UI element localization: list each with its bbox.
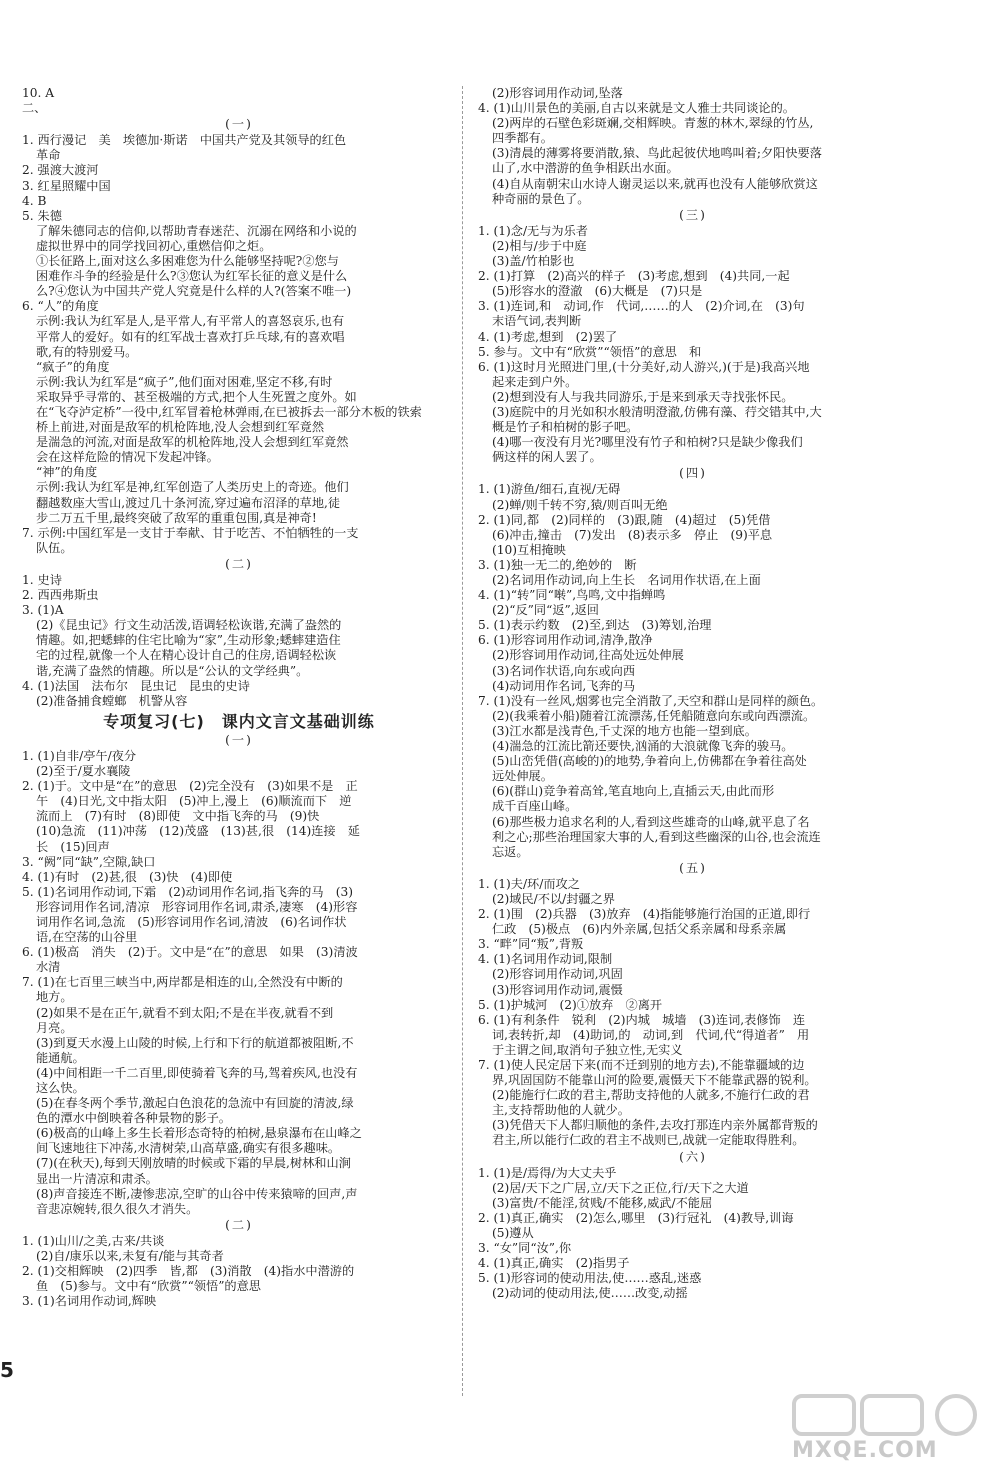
right-column [478, 86, 908, 1385]
left-answer-line: 地方。 [36, 990, 73, 1005]
right-answer-line: 四季都有。 [492, 131, 553, 146]
right-answer-line: 利之心;那些治理国家大事的人,看到这些幽深的山谷,也会流连 [492, 829, 821, 844]
left-answer-line: (8)声音接连不断,凄惨悲凉,空旷的山谷中传来猿啼的回声,声 [36, 1186, 358, 1201]
left-answer-line: ①长征路上,面对这么多困难您为什么能够坚持呢?②您与 [36, 254, 339, 269]
right-answer-line: (5)山峦凭借(高峻的)的地势,争着向上,仿佛都在争着往高处 [492, 754, 807, 769]
right-answer-line: (3)名词作状语,向东或向西 [492, 663, 636, 678]
left-answer-line: 是湍急的河流,对面是敌军的机枪阵地,没人会想到红军竟然 [36, 435, 349, 450]
left-answer-line: 语,在空荡的山谷里 [36, 930, 138, 945]
right-answer-line: (4)动词用作名词,飞奔的马 [492, 678, 636, 693]
right-answer-line: 5. (1)表示约数 (2)至,到达 (3)筹划,治理 [478, 618, 712, 633]
right-answer-line: 7. (1)使人民定居下来(而不迁到别的地方去),不能靠疆域的边 [478, 1058, 805, 1072]
left-answer-line: 4. (1)法国 法布尔 昆虫记 昆虫的史诗 [22, 678, 250, 693]
right-answer-line: 于主谓之间,取消句子独立性,无实义 [492, 1042, 683, 1057]
left-answer-line: (7)(在秋天),每到天刚放晴的时候或下霜的早晨,树林和山涧 [36, 1156, 351, 1171]
left-answer-line: 5. 朱德 [22, 208, 62, 223]
right-answer-line: 6. (1)形容词用作动词,清净,散净 [478, 633, 653, 648]
left-answer-line: 色的潭水中倒映着各种景物的影子。 [36, 1111, 231, 1126]
right-answer-line: 1. (1)游鱼/细石,直视/无碍 [478, 482, 621, 497]
left-answer-line: 了解朱德同志的信仰,以帮助青春迷茫、沉溺在网络和小说的 [36, 223, 357, 238]
right-answer-line: 远处伸展。 [492, 769, 553, 784]
right-answer-line: (3)庭院中的月光如积水般清明澄澈,仿佛有藻、荇交错其中,大 [492, 404, 822, 419]
right-answer-line: 起来走到户外。 [492, 374, 578, 389]
right-answer-line: (2)形容词用作动词,往高处远处伸展 [492, 648, 684, 663]
right-answer-line: (6)(群山)竞争着高耸,笔直地向上,直插云天,由此而形 [492, 784, 775, 799]
right-answer-line: (2)形容词用作动词,巩固 [492, 967, 623, 982]
right-answer-line: 1. (1)夫/环/而攻之 [478, 876, 580, 891]
right-answer-line: 忘返。 [492, 844, 529, 859]
left-answer-line: 1. 史诗 [22, 573, 62, 587]
left-answer-line: 3. (1)名词用作动词,辉映 [22, 1294, 157, 1309]
right-answer-line: 山了,水中潜游的鱼争相跃出水面。 [492, 161, 679, 176]
right-answer-line: 种奇丽的景色了。 [492, 191, 590, 206]
section-number: (三) [679, 207, 707, 222]
right-answer-line: 词,表转折,却 (4)助词,的 动词,到 代词,代“得道者” 用 [492, 1027, 810, 1042]
left-answer-line: 示例:我认为红军是“疯子”,他们面对困难,坚定不移,有时 [36, 374, 333, 389]
right-answer-line: 5. (1)护城河 (2)①放弃 ②离开 [478, 997, 663, 1012]
left-answer-line: 步二万五千里,最终突破了敌军的重重包围,真是神奇! [36, 510, 317, 525]
left-answer-line: (2)如果不是在正午,就看不到太阳;不是在半夜,就看不到 [36, 1005, 334, 1020]
left-column [22, 86, 456, 1385]
right-answer-line: 6. (1)有利条件 锐利 (2)内城 城墙 (3)连词,表修饰 连 [478, 1012, 806, 1027]
section-number: (二) [225, 556, 253, 571]
right-answer-line: 1. (1)念/无与为乐者 [478, 223, 588, 238]
right-answer-line: 2. (1)打算 (2)高兴的样子 (3)考虑,想到 (4)共同,一起 [478, 269, 790, 284]
left-answer-line: 1. (1)山川/之美,古来/共谈 [22, 1233, 165, 1248]
right-answer-line: 末语气词,表判断 [492, 314, 582, 329]
left-answer-line: 7. (1)在七百里三峡当中,两岸都是相连的山,全然没有中断的 [22, 975, 343, 990]
section-number: (一) [225, 732, 253, 747]
right-answer-line: 概是竹子和柏树的影子吧。 [492, 420, 639, 435]
left-answer-line: (5)在春冬两个季节,激起白色浪花的急流中有回旋的清波,绿 [36, 1096, 354, 1111]
right-answer-line: 4. (1)考虑,想到 (2)罢了 [478, 329, 618, 344]
right-answer-line: (2)“反”同“返”,返回 [492, 603, 599, 618]
left-answer-line: 鱼 (5)参与。文中有“欣赏”“领悟”的意思 [36, 1279, 261, 1294]
right-answer-line: 3. “女”同“汝”,你 [478, 1241, 572, 1256]
left-answer-line: 午 (4)日光,文中指太阳 (5)冲上,漫上 (6)顺流而下 逆 [36, 794, 352, 809]
left-answer-line: 月亮。 [36, 1020, 73, 1035]
right-answer-line: 4. (1)真正,确实 (2)指男子 [478, 1256, 630, 1271]
right-answer-line: 2. (1)围 (2)兵器 (3)放弃 (4)指能够施行治国的正道,即行 [478, 907, 811, 922]
left-answer-line: “神”的角度 [36, 465, 98, 480]
left-answer-line: 6. (1)极高 消失 (2)于。文中是“在”的意思 如果 (3)清波 [22, 945, 358, 960]
right-answer-line: (2)想到没有人与我共同游乐,于是来到承天寺找张怀民。 [492, 389, 794, 404]
left-answer-line: 这么快。 [36, 1081, 85, 1095]
right-answer-line: (6)那些极力追求名利的人,看到这些雄奇的山峰,就平息了名 [492, 814, 810, 829]
right-answer-line: (4)湍急的江流比箭还要快,汹涌的大浪就像飞奔的骏马。 [492, 739, 794, 754]
section-heading: 专项复习(七) 课内文言文基础训练 [103, 711, 375, 731]
left-answer-line: 会在这样危险的情况下发起冲锋。 [36, 450, 219, 465]
left-answer-line: 宅的过程,就像一个人在精心设计自己的住房,语调轻松诙 [36, 648, 337, 663]
right-answer-line: 君主,所以能行仁政的君主不战则已,战就一定能取得胜利。 [492, 1133, 805, 1148]
left-answer-line: 困难作斗争的经验是什么?③您认为红军长征的意义是什么 [36, 269, 348, 284]
right-answer-line: (3)凭借天下人都归顺他的条件,去攻打那连内亲外属都背叛的 [492, 1118, 818, 1133]
right-answer-line: (10)互相掩映 [492, 542, 566, 557]
left-answer-line: 2. (1)交相辉映 (2)四季 皆,都 (3)消散 (4)指水中潜游的 [22, 1264, 355, 1279]
right-answer-line: (2)能施行仁政的君主,帮助支持他的人就多,不施行仁政的君 [492, 1088, 810, 1103]
left-answer-line: 长 (15)回声 [36, 839, 110, 854]
left-answer-line: 示例:我认为红军是神,红军创造了人类历史上的奇迹。他们 [36, 480, 349, 495]
left-answer-line: 3. 红星照耀中国 [22, 178, 111, 193]
left-answer-line: (3)到夏天水漫上山陵的时候,上行和下行的航道都被阻断,不 [36, 1035, 354, 1050]
left-answer-line: 音悲凉婉转,很久很久才消失。 [36, 1201, 199, 1216]
watermark-text: MXQE.COM [792, 1438, 938, 1463]
right-answer-line: 7. (1)没有一丝风,烟雾也完全消散了,天空和群山是同样的颜色。 [478, 693, 824, 708]
right-answer-line: 2. (1)真正,确实 (2)怎么,哪里 (3)行冠礼 (4)教导,训诲 [478, 1210, 794, 1225]
right-answer-line: 4. (1)名词用作动词,限制 [478, 952, 613, 967]
left-answer-line: 显出一片清凉和肃杀。 [36, 1171, 158, 1186]
right-answer-line: (5)遵从 [492, 1226, 534, 1241]
right-answer-line: (2)域民/不以/封疆之界 [492, 891, 615, 906]
right-answer-line: 6. (1)这时月光照进门里,(十分美好,动人游兴,)(于是)我高兴地 [478, 359, 810, 374]
right-answer-line: (2)(我乘着小船)随着江流漂荡,任凭船随意向东或向西漂流。 [492, 708, 816, 723]
left-answer-line: 队伍。 [36, 540, 73, 555]
left-answer-line: 谐,充满了盎然的情趣。所以是“公认的文学经典”。 [36, 663, 309, 678]
right-answer-line: 3. (1)独一无二的,绝妙的 断 [478, 557, 637, 572]
left-answer-line: 能通航。 [36, 1050, 85, 1065]
left-answer-line: 采取异乎寻常的、甚至极端的方式,把个人生死置之度外。如 [36, 389, 357, 404]
right-answer-line: (3)形容词用作动词,震慑 [492, 982, 623, 997]
left-answer-line: 流而上 (7)有时 (8)即使 文中指飞奔的马 (9)快 [36, 809, 320, 824]
left-answer-line: 桥上前进,对面是敌军的机枪阵地,没人会想到红军竟然 [36, 420, 325, 435]
left-answer-line: 7. 示例:中国红军是一支甘于奉献、甘于吃苦、不怕牺牲的一支 [22, 525, 359, 540]
left-answer-line: (10)急流 (11)冲荡 (12)茂盛 (13)甚,很 (14)连接 延 [36, 824, 360, 839]
left-answer-line: 虚拟世界中的同学找回初心,重燃信仰之炬。 [36, 238, 272, 253]
section-number: (二) [225, 1217, 253, 1232]
left-answer-line: 在“飞夺泸定桥”一役中,红军冒着枪林弹雨,在已被拆去一部分木板的铁索 [36, 404, 422, 419]
right-answer-line: (4)哪一夜没有月光?哪里没有竹子和柏树?只是缺少像我们 [492, 435, 803, 450]
left-answer-line: 5. (1)名词用作动词,下霜 (2)动词用作名词,指飞奔的马 (3) [22, 884, 353, 899]
left-answer-line: 二、 [22, 101, 47, 116]
left-answer-line: (2)至于/夏水襄陵 [36, 764, 131, 779]
left-answer-line: 1. (1)自非/亭午/夜分 [22, 748, 137, 763]
left-answer-line: 平常人的爱好。如有的红军战士喜欢打乒乓球,有的喜欢唱 [36, 329, 345, 344]
right-answer-line: 俩这样的闲人罢了。 [492, 450, 602, 465]
left-answer-line: 情趣。如,把蟋蟀的住宅比喻为“家”,生动形象;蟋蟀建造住 [36, 633, 341, 648]
left-answer-line: 6. “人”的角度 [22, 299, 99, 314]
left-answer-line: 3. “阙”同“缺”,空隙,缺口 [22, 854, 156, 869]
left-answer-line: 示例:我认为红军是人,是平常人,有平常人的喜怒哀乐,也有 [36, 314, 345, 329]
section-number: (一) [225, 117, 253, 132]
left-answer-line: 翻越数座大雪山,渡过几十条河流,穿过遍布沼泽的草地,徒 [36, 495, 341, 510]
right-answer-line: (2)两岸的石壁色彩斑斓,交相辉映。青葱的林木,翠绿的竹丛, [492, 116, 814, 131]
right-answer-line: (5)形容水的澄澈 (6)大概是 (7)只是 [492, 284, 703, 299]
right-answer-line: 4. (1)山川景色的美丽,自古以来就是文人雅士共同谈论的。 [478, 101, 795, 116]
right-answer-line: 3. (1)连词,和 动词,作 代词,……的人 (2)介词,在 (3)句 [478, 299, 805, 314]
left-answer-line: (6)极高的山峰上多生长着形态奇特的柏树,悬泉瀑布在山峰之 [36, 1126, 362, 1141]
left-answer-line: 词用作名词,急流 (5)形容词用作名词,清波 (6)名词作状 [36, 914, 347, 929]
left-answer-line: 间飞速地往下冲荡,水清树荣,山高草盛,确实有很多趣味。 [36, 1141, 341, 1156]
right-answer-line: (6)冲击,撞击 (7)发出 (8)表示多 停止 (9)平息 [492, 527, 773, 542]
right-answer-line: (4)自从南朝宋山水诗人谢灵运以来,就再也没有人能够欣赏这 [492, 176, 818, 191]
left-answer-line: 形容词用作名词,清凉 形容词用作名词,肃杀,凄寒 (4)形容 [36, 899, 358, 914]
right-answer-line: (2)蝉/则千转不穷,猿/则百叫无绝 [492, 497, 668, 512]
right-answer-line: (2)动词的使动用法,使……改变,动摇 [492, 1286, 688, 1301]
left-answer-line: 2. (1)于。文中是“在”的意思 (2)完全没有 (3)如果不是 正 [22, 779, 358, 794]
section-number: (四) [679, 466, 707, 481]
right-answer-line: 1. (1)是/焉得/为大丈夫乎 [478, 1165, 617, 1180]
right-answer-line: 4. (1)“转”同“啭”,鸟鸣,文中指蝉鸣 [478, 588, 666, 603]
left-answer-line: (4)中间相距一千二百里,即使骑着飞奔的马,驾着疾风,也没有 [36, 1065, 358, 1080]
left-answer-line: 3. (1)A [22, 603, 64, 618]
left-answer-line: 2. 强渡大渡河 [22, 163, 99, 178]
right-answer-line: 5. (1)形容词的使动用法,使……惑乱,迷惑 [478, 1271, 702, 1286]
right-answer-line: 仁政 (5)极点 (6)内外亲属,包括父系亲属和母系亲属 [492, 922, 787, 937]
right-answer-line: 主,支持帮助他的人就少。 [492, 1103, 630, 1118]
left-answer-line: 4. B [22, 193, 47, 208]
page-number: 5 [0, 1358, 14, 1382]
left-answer-line: 10. A [22, 86, 55, 100]
right-answer-line: (2)居/天下之广居,立/天下之正位,行/天下之大道 [492, 1180, 749, 1195]
left-answer-line: “疯子”的角度 [36, 359, 110, 374]
right-answer-line: 3. “畔”同“叛”,背叛 [478, 937, 584, 952]
left-answer-line: 1. 西行漫记 美 埃德加·斯诺 中国共产党及其领导的红色 [22, 133, 347, 148]
column-divider [462, 86, 463, 1396]
section-number: (六) [679, 1149, 707, 1164]
right-answer-line: 2. (1)同,都 (2)同样的 (3)跟,随 (4)超过 (5)凭借 [478, 512, 771, 527]
left-answer-line: 水清 [36, 960, 61, 975]
right-answer-line: (3)富贵/不能淫,贫贱/不能移,威武/不能屈 [492, 1195, 713, 1210]
left-answer-line: 4. (1)有时 (2)甚,很 (3)快 (4)即使 [22, 869, 233, 884]
left-answer-line: (2)《昆虫记》行文生动活泼,语调轻松诙谐,充满了盎然的 [36, 618, 342, 633]
right-answer-line: (2)形容词用作动词,坠落 [492, 86, 623, 100]
right-answer-line: (3)盖/竹柏影也 [492, 254, 575, 269]
right-answer-line: 5. 参与。文中有“欣赏”“领悟”的意思 和 [478, 344, 702, 359]
right-answer-line: (2)名词用作动词,向上生长 名词用作状语,在上面 [492, 573, 761, 587]
right-answer-line: (2)相与/步于中庭 [492, 238, 587, 253]
right-answer-line: (3)江水都是浅青色,千丈深的地方也能一望到底。 [492, 723, 757, 738]
left-answer-line: (2)准备捕食螳螂 机警从容 [36, 693, 188, 708]
right-answer-line: (3)清晨的薄雾将要消散,猿、鸟此起彼伏地鸣叫着;夕阳快要落 [492, 146, 822, 161]
right-answer-line: 界,巩固国防不能靠山河的险要,震慑天下不能靠武器的锐利。 [492, 1073, 817, 1088]
right-answer-line: 成千百座山峰。 [492, 799, 578, 814]
left-answer-line: 2. 西西弗斯虫 [22, 588, 99, 603]
left-answer-line: 革命 [36, 148, 61, 163]
left-answer-line: 歌,有的特别爱马。 [36, 344, 138, 359]
section-number: (五) [679, 860, 707, 875]
left-answer-line: 么?④您认为中国共产党人究竟是什么样的人?(答案不唯一) [36, 284, 352, 299]
left-answer-line: (2)自/康乐以来,未复有/能与其奇者 [36, 1249, 224, 1264]
